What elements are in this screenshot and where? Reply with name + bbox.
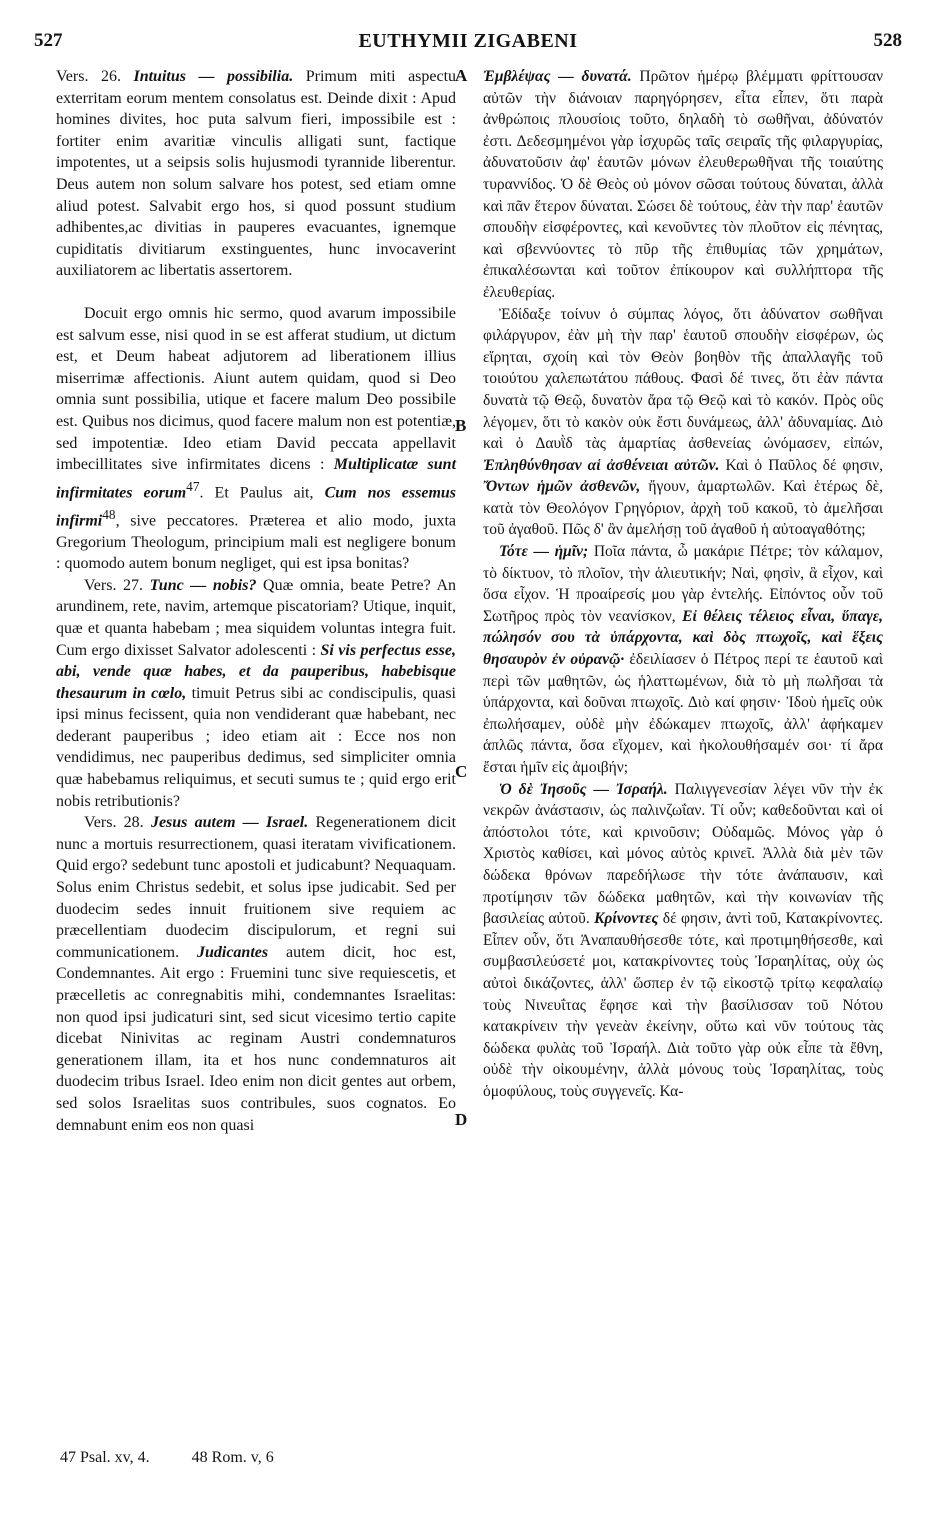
margin-letter-a: A	[455, 66, 468, 85]
page-number-right: 528	[873, 30, 902, 51]
running-header	[34, 30, 902, 58]
greek-verse-27: Τότε — ἡμῖν; Ποῖα πάντα, ὦ μακάριε Πέτρε; τὸν κάλαμον, τὸ δίκτυον, τὸ πλοῖον, τὴν ἁλιευτικήν; Ναὶ, φησὶν, ἃ εἶχον, καὶ ὅσα εἶχον. Ἡ προαίρεσίς μου γὰρ ἐντελής. Εἰπόντος οὖν τοῦ Σωτῆρος πρὸς τὸν νεανίσκον, Εἰ θέλεις τέλειος εἶναι, ὕπαγε, πώλησόν σου τὰ ὑπάρχοντα, καὶ δὸς πτωχοῖς, καὶ ἕξεις θησαυρὸν ἐν οὐρανῷ· ἐδειλίασεν ὁ Πέτρος περί τε ἑαυτοῦ καὶ περὶ τῶν μαθητῶν, ὡς ἡλαττωμένων, διὰ τὸ μὴ πωλῆσαι τὰ ὑπάρχοντα, καὶ δοῦναι πτωχοῖς. Διὸ καί φησιν· Ἰδοὺ ἡμεῖς οὐκ ἐπωλήσαμεν, οὐδὲ μὴν ἐδώκαμεν πτωχοῖς, ἀλλ' ἀφήκαμεν ἁπλῶς πάντα, ὅσα εἴχομεν, καὶ ἠκολουθήσαμέν σοι· τί ἄρα ἔσται ἡμῖν εἰς ἀμοιβήν;	[483, 543, 883, 776]
greek-commentary: Ἐδίδαξε τοίνυν ὁ σύμπας λόγος, ὅτι ἀδύνατον σωθῆναι φιλάργυρον, ἐὰν μὴ τὴν παρ' ἑαυτοῦ σπουδὴν εἰσφέρων, ὡς εἴρηται, σχοίη καὶ τὸν Θεὸν βοηθὸν τῆς ἀπαλλαγῆς τοῦ τοιούτου χαλεπωτάτου πάθους. Φασὶ δέ τινες, ὅτι ἐὰν πάντα δυνατὰ τῷ Θεῷ, δυνατὸν ἄρα τῷ Θεῷ καὶ τὸ κακόν. Πρὸς οὓς λέγομεν, ὅτι τὸ κακὸν οὐκ ἔστι δυνάμεως, ἀλλ' ἀδυναμίας. Διὸ καὶ ὁ Δαυῒδ τὰς ἁμαρτίας ἀσθενείας ὠνόμασεν, εἰπών, Ἐπληθύνθησαν αἱ ἀσθένειαι αὐτῶν. Καὶ ὁ Παῦλος δέ φησιν, Ὄντων ἡμῶν ἀσθενῶν, ἤγουν, ἁμαρτωλῶν. Καὶ ἑτέρως δὲ, κατὰ τὸν Θεολόγον Γρηγόριον, ἀρχὴ τοῦ κακοῦ, τὸ ἀμελῆσαι τοῦ ἀγαθοῦ. Πῶς δ' ἂν ἀμελήσῃ τοῦ ἀγαθοῦ ἡ αὐτοαγαθότης;	[483, 305, 884, 539]
latin-verse-26: Vers. 26. Intuitus — possibilia. Primum miti aspectu exterritam eorum mentem consolatus est. Deinde dixit : Apud homines divites, hoc puta salvum fieri, impossibile est : fortiter enim avaritiæ vinculis alligati sunt, factique impotentes, ut a seipsis solis hujusmodi tyrannide liberentur. Deus autem non solum salvare hos potest, sed etiam omne aliud potest. Salvabit ergo hos, si quod possunt studium adhibentes,ac divitias in pauperes evacuantes, ignemque cupiditatis divitiarum exstinguentes, hunc invocaverint auxiliatorem ac libertatis assertorem.	[56, 68, 457, 280]
greek-verse-28: Ὁ δὲ Ἰησοῦς — Ἰσραήλ. Παλιγγενεσίαν λέγει νῦν τὴν ἐκ νεκρῶν ἀνάστασιν, ὡς παλινζωΐαν. Τί οὖν; καθεδοῦνται καὶ οἱ ἀπόστολοι τότε, καὶ κρινοῦσιν; Οὐδαμῶς. Μόνος γὰρ ὁ Χριστὸς καθίσει, καὶ μόνος αὐτὸς κρινεῖ. Ἀλλὰ διὰ μὲν τῶν δώδεκα θρόνων παρεδήλωσε τὴν τότε ἀνάπαυσιν, καὶ προτίμησιν τῶν δώδεκα μαθητῶν, καὶ τὴν κοινωνίαν τῆς βασιλείας αὐτοῦ. Κρίνοντες δέ φησιν, ἀντὶ τοῦ, Κατακρίνοντες. Εἶπεν οὖν, ὅτι Ἀναπαυθήσεσθε τότε, καὶ προτιμηθήσεσθε, καὶ συμβασιλεύσετέ μοι, κατακρίνοντες τοὺς Ἰσραηλίτας, οὐχ ὡς αὐτοὶ δικάζοντες, ἀλλ' ὥσπερ ἐν τῷ εἰκοστῷ τρίτῳ κεφαλαίῳ τοὺς Νινευΐτας ἔφησε καὶ τὴν βασίλισσαν τοῦ Νότου κατακρίνειν τὴν γενεὰν ἐκείνην, οὕτω καὶ νῦν τούτους τὰς δώδεκα φυλὰς τοῦ Ἰσραήλ. Διὰ τοῦτο γὰρ οὐκ εἶπε τὰ ἔθνη, οὐδὲ τὴν οἰκουμένην, ἀλλὰ μόνους τοὺς Ἰσραηλίτας, τοὺς ὁμοφύλους, τοὺς συγγενεῖς. Κα-	[483, 780, 883, 1100]
latin-verse-28: Vers. 28. Jesus autem — Israel. Regenerationem dicit nunc a mortuis resurrectionem, quasi iteratam vivificationem. Quid ergo? sedebunt tunc apostoli et judicabunt? Nequaquam. Solus enim Christus sedebit, et solus ipse judicabit. Sed per duodecim sedes innuit fruitionem sive requiem ac præcellentiam duodecim discipulorum, et regni sui communicationem. Judicantes autem dicit, hoc est, Condemnantes. Ait ergo : Fruemini tunc sive requiescetis, et præcelletis ac conregnabitis mihi, condemnantes Israelitas: non quod ipsi judicaturi sint, sed sicut vicesimo tertio capite dicebat Ninivitas ac reginam Austri condemnaturos generationem illam, ita et hos nunc condemnaturos ait duodecim tribus Israel. Ideo enim non dicit gentes aut orbem, sed solos Israelitas suos contribules, suos cognatos. Eo demnabunt enim eos non quasi	[56, 814, 457, 1134]
footnote-48: 48 Rom. v, 6	[191, 1449, 274, 1466]
greek-verse-26: Ἐμβλέψας — δυνατά. Πρῶτον ἡμέρῳ βλέμματι φρίττουσαν αὐτῶν τὴν διάνοιαν παρηγόρησεν, εἶτα εἶπεν, ὅτι παρὰ ἀνθρώποις πλουσίοις τοῦτο, δηλαδὴ τὸ σωθῆναι, ἀδύνατόν ἐστι. Δεδεσμημένοι γὰρ ἰσχυρῶς ταῖς σειραῖς τῆς φιλαργυρίας, ἀδυνατοῦσιν ἀφ' ἑαυτῶν μόνων ἐλευθερωθῆναι τῆς τοιαύτης τυραννίδος. Ὁ δὲ Θεὸς οὐ μόνον σῶσαι τούτους δύναται, ἀλλὰ καὶ πᾶν ἕτερον δύναται. Σώσει δὲ τούτους, ἐὰν τὴν παρ' ἑαυτῶν σπουδὴν εἰσφέροντες, καὶ κενοῦντες τὸν πλοῦτον εἰς πένητας, καὶ σβεννύοντες τὸ πῦρ τῆς ἐπιθυμίας τῶν χρημάτων, ἐπικαλέσωνται καὶ τοῦτον ἐπίκουρον καὶ συλλήπτορα τῆς ἐλευθερίας.	[483, 68, 883, 301]
running-title: EUTHYMII ZIGABENI	[358, 30, 578, 52]
latin-commentary: Docuit ergo omnis hic sermo, quod avarum impossibile est salvum esse, nisi quod in se est afferat studium, ut dictum est, et Deum habeat adjutorem ad liberationem illius miserrimæ affectionis. Aiunt autem quidam, quod si Deo omnia sunt possibilia, utique et facere malum Deo possibile est. Quibus nos dicimus, quod facere malum non est potentiæ, sed impotentiæ. Ideo etiam David peccata appellavit imbecillitates sive infirmitates dicens : Multiplicatæ sunt infirmitates eorum$^{47}$. Et Paulus ait, Cum nos essemus infirmi$^{48}$, sive peccatores. Præterea et alio modo, juxta Gregorium Theologum, principium mali est negligere bonum : quomodo autem bonum negliget, qui est ipsa bonitas?	[56, 304, 457, 573]
margin-letter-d: D	[455, 1110, 468, 1129]
greek-column	[483, 66, 883, 1103]
page-number-left: 527	[34, 30, 63, 51]
margin-letter-c: C	[455, 762, 468, 781]
footnote-47: 47 Psal. xv, 4.	[60, 1449, 150, 1466]
margin-letter-b: B	[455, 416, 467, 435]
footnotes	[60, 1449, 312, 1467]
latin-verse-27: Vers. 27. Tunc — nobis? Quæ omnia, beate Petre? An arundinem, rete, navim, artemque piscatoriam? Utique, inquit, quæ et quanta habebam ; mea siquidem voluntas integra fuit. Cum ergo dixisset Salvator adolescenti : Si vis perfectus esse, abi, vende quæ habes, et da pauperibus, habebisque thesaurum in cœlo, timuit Petrus sibi ac condiscipulis, quasi ipsi minus fecissent, quia non vendiderant quæ habebant, nec dederant pauperibus ; ideo etiam ait : Ecce nos non vendidimus, nec pauperibus dedimus, sed simpliciter omnia quæ habebamus reliquimus, et secuti sumus te ; quid ergo erit nobis retributionis?	[56, 576, 457, 810]
latin-column	[56, 66, 456, 1136]
